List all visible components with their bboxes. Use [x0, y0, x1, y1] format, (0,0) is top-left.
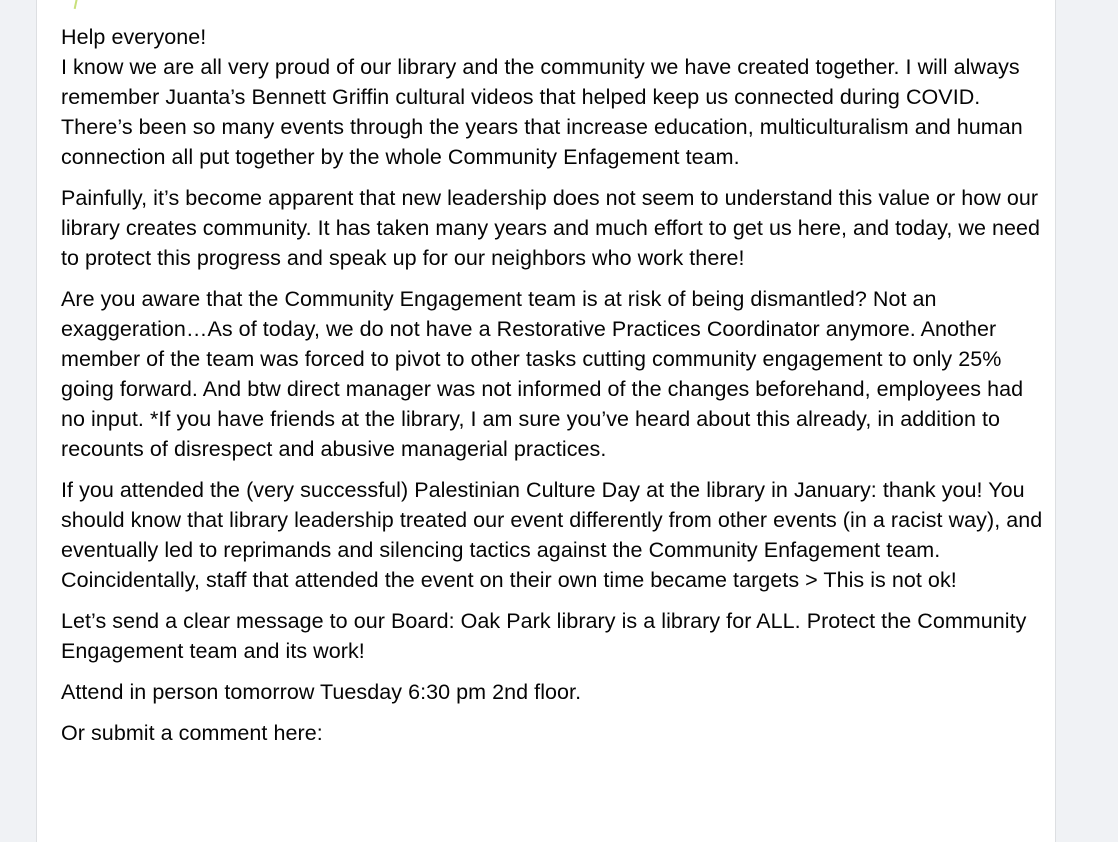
- post-paragraph: If you attended the (very successful) Palestinian Culture Day at the library in January: thank you! You should know that library leadership treated our event differently from other events (in a racist way), and eventually led to reprimands and silencing tactics against the Community Enfagement team. Coincidentally, staff that attended the event on their own time became targets > This is not ok!: [61, 478, 1043, 592]
- post-paragraph: Painfully, it’s become apparent that new leadership does not seem to understand this value or how our library creates community. It has taken many years and much effort to get us here, and today, we need to protect this progress and speak up for our neighbors who work there!: [61, 186, 1041, 270]
- post-card: [36, 0, 1056, 842]
- post-paragraph: Let’s send a clear message to our Board: Oak Park library is a library for ALL. Protect the Community Engagement team and its work!: [61, 609, 1027, 663]
- post-body: [61, 22, 1051, 748]
- post-paragraph: Or submit a comment here:: [61, 721, 323, 745]
- post-paragraph: Attend in person tomorrow Tuesday 6:30 pm 2nd floor.: [61, 680, 582, 704]
- post-paragraph: Help everyone! I know we are all very proud of our library and the community we have created together. I will always remember Juanta’s Bennett Griffin cultural videos that helped keep us connected during COVID. There’s been so many events through the years that increase education, multiculturalism and human connection all put together by the whole Community Enfagement team.: [61, 25, 1023, 169]
- post-paragraph: Are you aware that the Community Engagement team is at risk of being dismantled? Not an exaggeration…As of today, we do not have a Restorative Practices Coordinator anymore. Another member of the team was forced to pivot to other tasks cutting community engagement to only 25% going forward. And btw direct manager was not informed of the changes beforehand, employees had no input. *If you have friends at the library, I am sure you’ve heard about this already, in addition to recounts of disrespect and abusive managerial practices.: [61, 287, 1024, 461]
- decorative-mark: [74, 0, 79, 9]
